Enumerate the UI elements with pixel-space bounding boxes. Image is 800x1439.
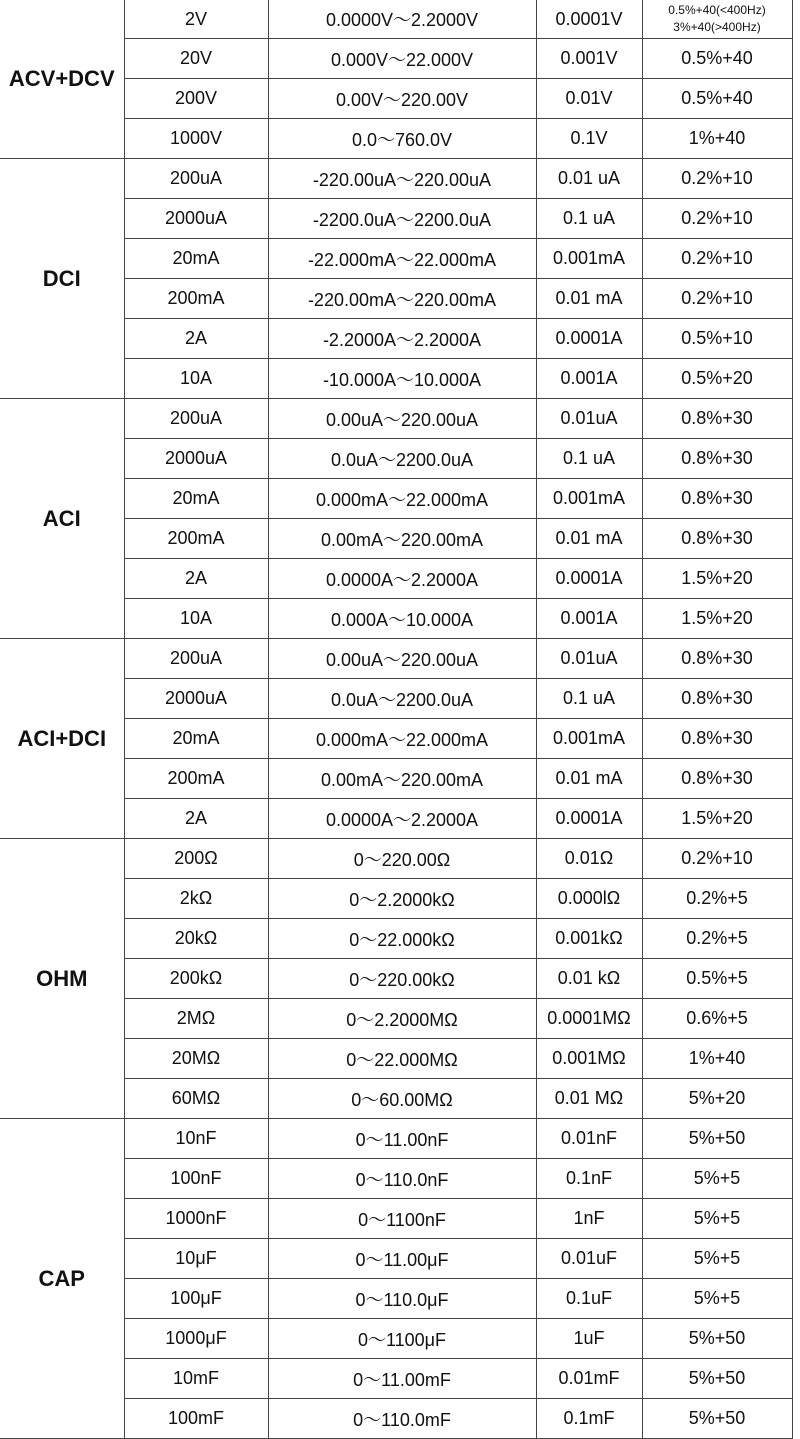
- table-row: [0, 1119, 792, 1159]
- resolution-cell: 0.1V: [536, 119, 642, 159]
- measuring-range-cell: 0.0000A～2.2000A: [268, 799, 536, 839]
- range-cell: 20MΩ: [124, 1039, 268, 1079]
- range-cell: 2V: [124, 0, 268, 39]
- range-cell: 200uA: [124, 159, 268, 199]
- accuracy-cell: 0.2%+10: [642, 239, 792, 279]
- accuracy-cell: 5%+50: [642, 1359, 792, 1399]
- resolution-cell: 0.001mA: [536, 719, 642, 759]
- range-cell: 200uA: [124, 639, 268, 679]
- accuracy-cell: 0.2%+10: [642, 839, 792, 879]
- accuracy-cell: 0.2%+5: [642, 919, 792, 959]
- measuring-range-cell: 0～2.2000kΩ: [268, 879, 536, 919]
- resolution-cell: 0.0001MΩ: [536, 999, 642, 1039]
- accuracy-line: 0.5%+40(<400Hz): [668, 3, 766, 17]
- measuring-range-cell: 0.000mA～22.000mA: [268, 479, 536, 519]
- resolution-cell: 0.0001A: [536, 319, 642, 359]
- accuracy-cell: 0.5%+5: [642, 959, 792, 999]
- accuracy-cell: 0.8%+30: [642, 759, 792, 799]
- accuracy-cell: 5%+5: [642, 1159, 792, 1199]
- resolution-cell: 0.01Ω: [536, 839, 642, 879]
- resolution-cell: 0.01 uA: [536, 159, 642, 199]
- accuracy-cell: 5%+50: [642, 1319, 792, 1359]
- measuring-range-cell: -2200.0uA～2200.0uA: [268, 199, 536, 239]
- accuracy-cell: 5%+50: [642, 1119, 792, 1159]
- range-cell: 10nF: [124, 1119, 268, 1159]
- table-row: [0, 639, 792, 679]
- range-cell: 20kΩ: [124, 919, 268, 959]
- resolution-cell: 0.01uA: [536, 399, 642, 439]
- accuracy-cell: 1.5%+20: [642, 559, 792, 599]
- resolution-cell: 0.01 mA: [536, 759, 642, 799]
- function-label: ACI: [0, 399, 124, 639]
- accuracy-cell: 0.8%+30: [642, 479, 792, 519]
- accuracy-cell: 1.5%+20: [642, 799, 792, 839]
- resolution-cell: 0.0001A: [536, 799, 642, 839]
- table-row: [0, 839, 792, 879]
- function-label: CAP: [0, 1119, 124, 1439]
- range-cell: 200mA: [124, 279, 268, 319]
- resolution-cell: 0.001A: [536, 359, 642, 399]
- measuring-range-cell: 0～1100nF: [268, 1199, 536, 1239]
- measuring-range-cell: 0.000A～10.000A: [268, 599, 536, 639]
- measuring-range-cell: 0.0000A～2.2000A: [268, 559, 536, 599]
- range-cell: 20mA: [124, 719, 268, 759]
- range-cell: 1000nF: [124, 1199, 268, 1239]
- measuring-range-cell: 0～60.00MΩ: [268, 1079, 536, 1119]
- accuracy-cell: 0.5%+40: [642, 79, 792, 119]
- resolution-cell: 0.1uF: [536, 1279, 642, 1319]
- accuracy-cell: [642, 0, 792, 39]
- resolution-cell: 0.0001V: [536, 0, 642, 39]
- range-cell: 1000V: [124, 119, 268, 159]
- measuring-range-cell: 0.00V～220.00V: [268, 79, 536, 119]
- resolution-cell: 0.1nF: [536, 1159, 642, 1199]
- resolution-cell: 0.01 mA: [536, 279, 642, 319]
- function-label: OHM: [0, 839, 124, 1119]
- resolution-cell: 0.001kΩ: [536, 919, 642, 959]
- accuracy-cell: 0.6%+5: [642, 999, 792, 1039]
- resolution-cell: 0.001A: [536, 599, 642, 639]
- resolution-cell: 0.01 mA: [536, 519, 642, 559]
- resolution-cell: 0.01mF: [536, 1359, 642, 1399]
- range-cell: 1000μF: [124, 1319, 268, 1359]
- measuring-range-cell: 0～220.00Ω: [268, 839, 536, 879]
- measuring-range-cell: 0～11.00μF: [268, 1239, 536, 1279]
- measuring-range-cell: 0～110.0μF: [268, 1279, 536, 1319]
- table-row: [0, 399, 792, 439]
- resolution-cell: 0.000lΩ: [536, 879, 642, 919]
- measuring-range-cell: 0～11.00nF: [268, 1119, 536, 1159]
- measuring-range-cell: -22.000mA～22.000mA: [268, 239, 536, 279]
- measuring-range-cell: 0.000mA～22.000mA: [268, 719, 536, 759]
- range-cell: 20mA: [124, 479, 268, 519]
- resolution-cell: 0.1 uA: [536, 679, 642, 719]
- table-row: [0, 0, 792, 39]
- measuring-range-cell: 0～22.000kΩ: [268, 919, 536, 959]
- measuring-range-cell: -2.2000A～2.2000A: [268, 319, 536, 359]
- measuring-range-cell: 0.0uA～2200.0uA: [268, 679, 536, 719]
- measuring-range-cell: 0～110.0mF: [268, 1399, 536, 1439]
- resolution-cell: 0.01 MΩ: [536, 1079, 642, 1119]
- accuracy-cell: 0.8%+30: [642, 679, 792, 719]
- accuracy-cell: 1%+40: [642, 119, 792, 159]
- resolution-cell: 0.001mA: [536, 239, 642, 279]
- measuring-range-cell: 0.0000V～2.2000V: [268, 0, 536, 39]
- resolution-cell: 0.01uA: [536, 639, 642, 679]
- measuring-range-cell: -10.000A～10.000A: [268, 359, 536, 399]
- accuracy-cell: 5%+5: [642, 1279, 792, 1319]
- range-cell: 200V: [124, 79, 268, 119]
- resolution-cell: 0.0001A: [536, 559, 642, 599]
- resolution-cell: 0.01V: [536, 79, 642, 119]
- accuracy-cell: 0.2%+10: [642, 279, 792, 319]
- function-label: ACV+DCV: [0, 0, 124, 159]
- range-cell: 200kΩ: [124, 959, 268, 999]
- resolution-cell: 0.001MΩ: [536, 1039, 642, 1079]
- measuring-range-cell: 0.00mA～220.00mA: [268, 519, 536, 559]
- range-cell: 100mF: [124, 1399, 268, 1439]
- range-cell: 200Ω: [124, 839, 268, 879]
- function-label: ACI+DCI: [0, 639, 124, 839]
- range-cell: 2000uA: [124, 199, 268, 239]
- measuring-range-cell: 0.00uA～220.00uA: [268, 399, 536, 439]
- accuracy-cell: 5%+5: [642, 1199, 792, 1239]
- accuracy-cell: 5%+5: [642, 1239, 792, 1279]
- measuring-range-cell: 0～220.00kΩ: [268, 959, 536, 999]
- range-cell: 100μF: [124, 1279, 268, 1319]
- accuracy-cell: 1%+40: [642, 1039, 792, 1079]
- accuracy-cell: 1.5%+20: [642, 599, 792, 639]
- accuracy-cell: 0.8%+30: [642, 719, 792, 759]
- accuracy-cell: 0.2%+10: [642, 199, 792, 239]
- range-cell: 2A: [124, 559, 268, 599]
- range-cell: 10μF: [124, 1239, 268, 1279]
- accuracy-cell: 0.8%+30: [642, 399, 792, 439]
- resolution-cell: 0.001mA: [536, 479, 642, 519]
- resolution-cell: 0.01nF: [536, 1119, 642, 1159]
- measuring-range-cell: 0.00uA～220.00uA: [268, 639, 536, 679]
- range-cell: 20V: [124, 39, 268, 79]
- measuring-range-cell: 0.0uA～2200.0uA: [268, 439, 536, 479]
- measuring-range-cell: 0～11.00mF: [268, 1359, 536, 1399]
- resolution-cell: 1uF: [536, 1319, 642, 1359]
- measuring-range-cell: -220.00uA～220.00uA: [268, 159, 536, 199]
- range-cell: 10A: [124, 599, 268, 639]
- resolution-cell: 1nF: [536, 1199, 642, 1239]
- resolution-cell: 0.1mF: [536, 1399, 642, 1439]
- range-cell: 20mA: [124, 239, 268, 279]
- measuring-range-cell: 0～2.2000MΩ: [268, 999, 536, 1039]
- range-cell: 60MΩ: [124, 1079, 268, 1119]
- accuracy-cell: 0.8%+30: [642, 639, 792, 679]
- range-cell: 2kΩ: [124, 879, 268, 919]
- range-cell: 2A: [124, 799, 268, 839]
- accuracy-cell: 0.5%+10: [642, 319, 792, 359]
- resolution-cell: 0.01uF: [536, 1239, 642, 1279]
- measuring-range-cell: 0～110.0nF: [268, 1159, 536, 1199]
- range-cell: 2A: [124, 319, 268, 359]
- table-row: [0, 159, 792, 199]
- accuracy-cell: 0.5%+40: [642, 39, 792, 79]
- accuracy-cell: 0.8%+30: [642, 439, 792, 479]
- accuracy-cell: 0.8%+30: [642, 519, 792, 559]
- measuring-range-cell: -220.00mA～220.00mA: [268, 279, 536, 319]
- accuracy-cell: 0.2%+10: [642, 159, 792, 199]
- range-cell: 10A: [124, 359, 268, 399]
- range-cell: 2000uA: [124, 679, 268, 719]
- range-cell: 200mA: [124, 759, 268, 799]
- measuring-range-cell: 0.0～760.0V: [268, 119, 536, 159]
- measuring-range-cell: 0.00mA～220.00mA: [268, 759, 536, 799]
- resolution-cell: 0.001V: [536, 39, 642, 79]
- range-cell: 2000uA: [124, 439, 268, 479]
- accuracy-cell: 5%+20: [642, 1079, 792, 1119]
- accuracy-cell: 0.2%+5: [642, 879, 792, 919]
- resolution-cell: 0.1 uA: [536, 199, 642, 239]
- range-cell: 10mF: [124, 1359, 268, 1399]
- accuracy-line: 3%+40(>400Hz): [673, 20, 761, 34]
- range-cell: 200mA: [124, 519, 268, 559]
- measuring-range-cell: 0～22.000MΩ: [268, 1039, 536, 1079]
- measuring-range-cell: 0.000V～22.000V: [268, 39, 536, 79]
- measuring-range-cell: 0～1100μF: [268, 1319, 536, 1359]
- accuracy-cell: 0.5%+20: [642, 359, 792, 399]
- resolution-cell: 0.1 uA: [536, 439, 642, 479]
- function-label: DCI: [0, 159, 124, 399]
- range-cell: 2MΩ: [124, 999, 268, 1039]
- resolution-cell: 0.01 kΩ: [536, 959, 642, 999]
- range-cell: 100nF: [124, 1159, 268, 1199]
- range-cell: 200uA: [124, 399, 268, 439]
- accuracy-cell: 5%+50: [642, 1399, 792, 1439]
